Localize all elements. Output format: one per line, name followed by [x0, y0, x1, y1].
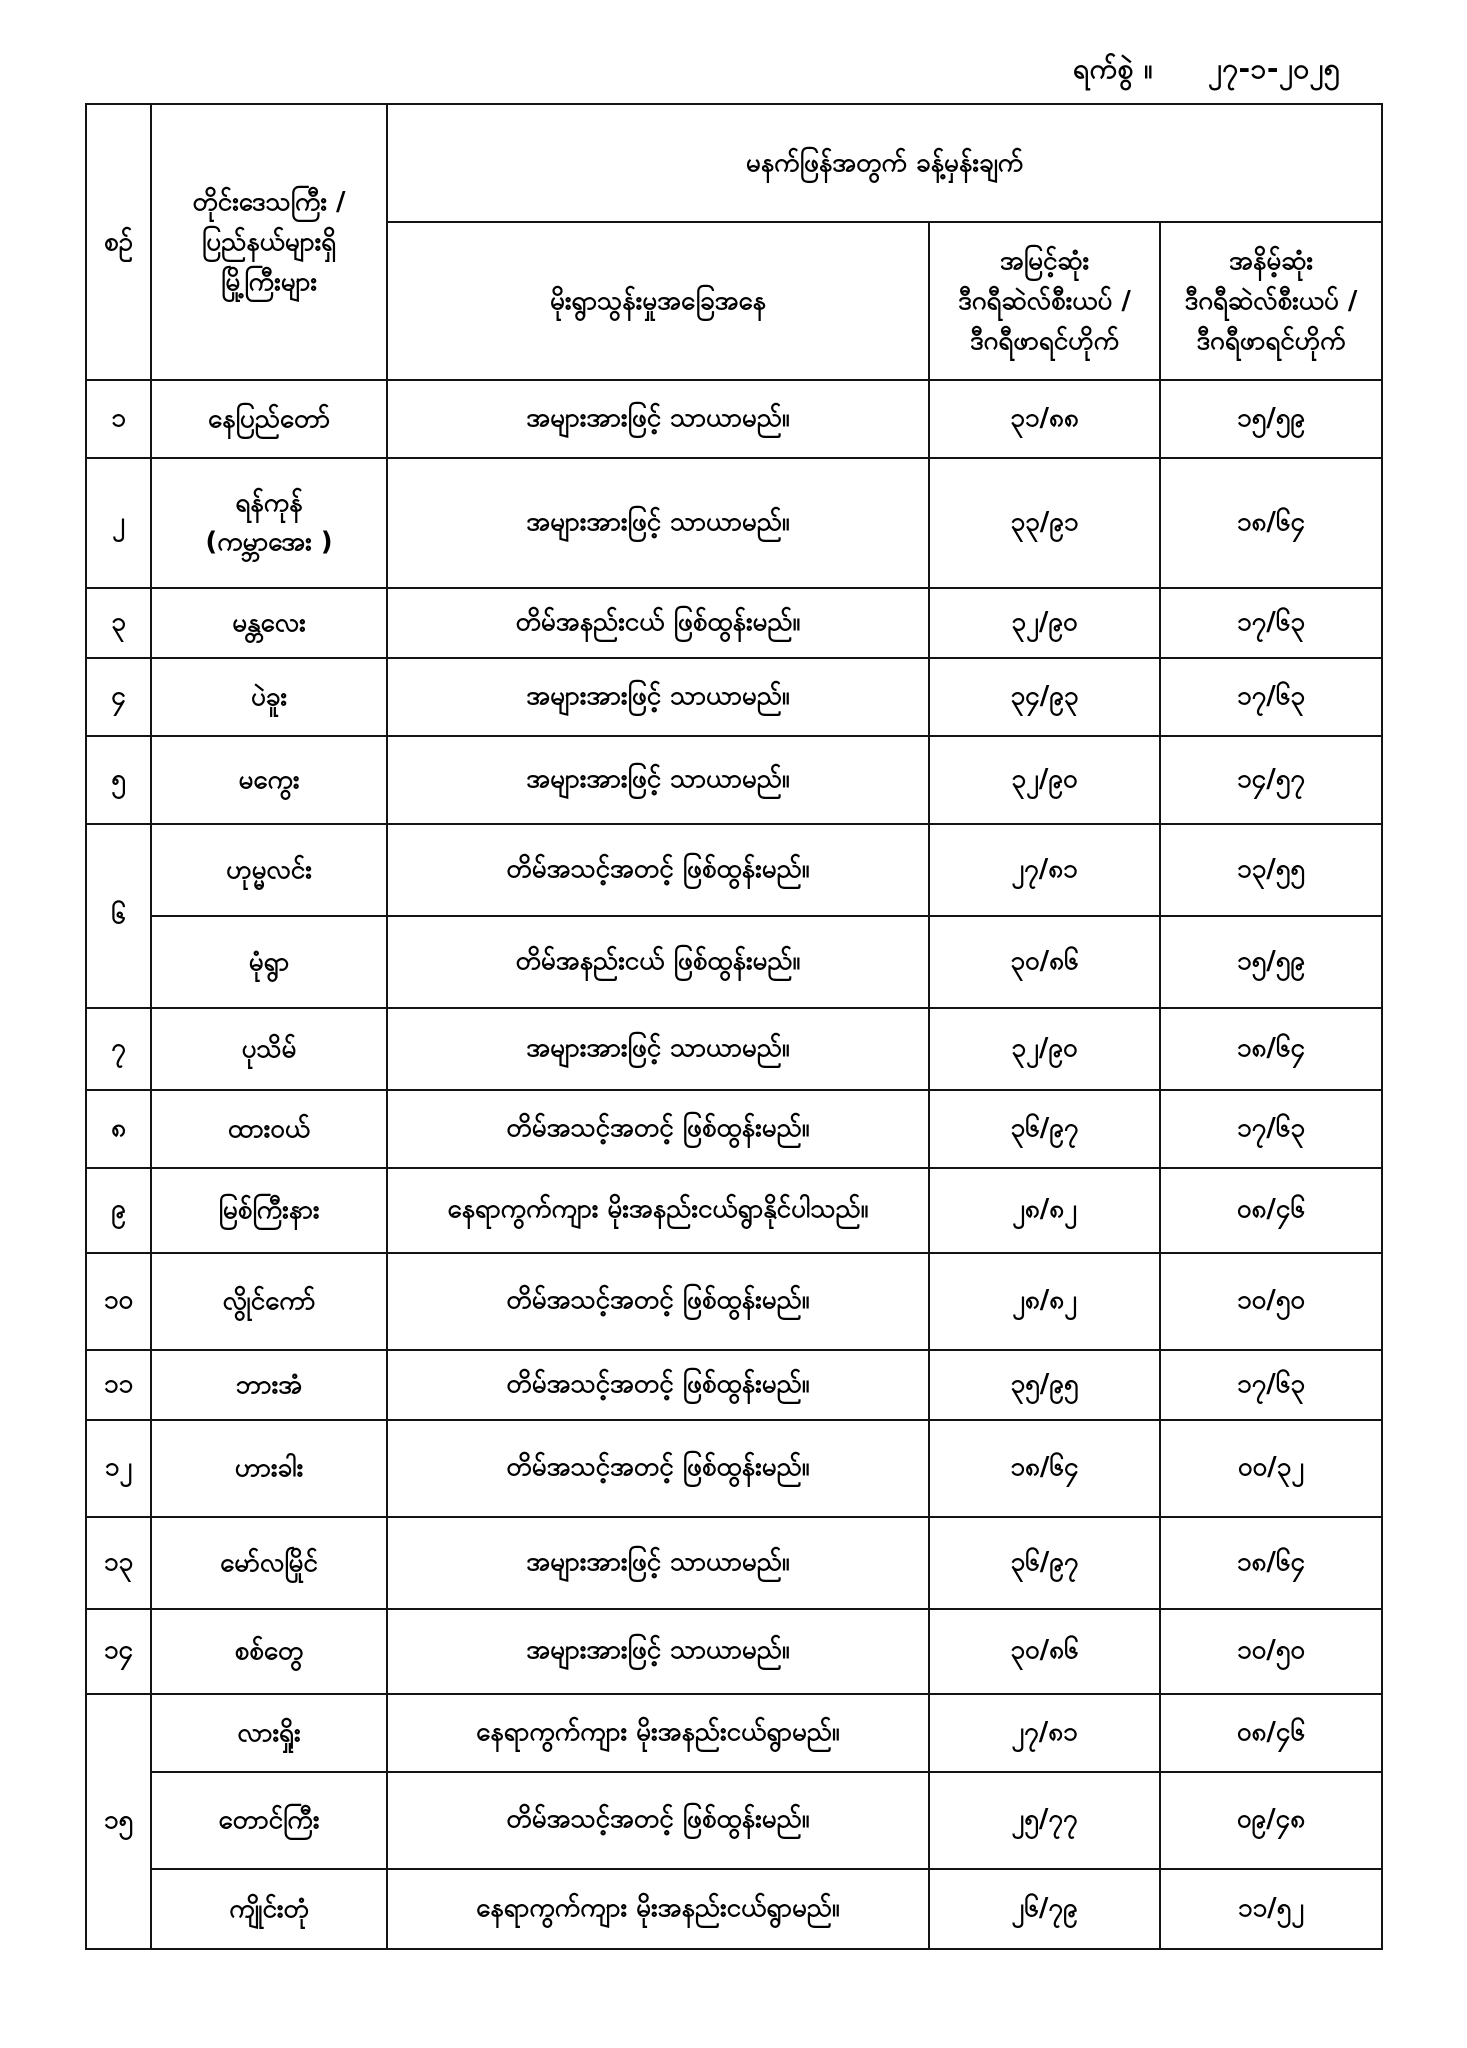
cell-no: ၁၁: [86, 1350, 151, 1420]
header-min-line3: ဒီဂရီဖာရင်ဟိုက်: [1196, 326, 1346, 357]
table-row: [86, 1694, 1382, 1772]
cell-min-temp: ၁၀/၅၀: [1160, 1609, 1382, 1694]
cell-no: ၂: [86, 458, 151, 588]
header-min-line2: ဒီဂရီဆဲလ်စီးယပ် /: [1184, 285, 1358, 316]
cell-city: ထားဝယ်: [151, 1090, 387, 1168]
table-row: [86, 1008, 1382, 1090]
cell-max-temp: ၃၃/၉၁: [929, 458, 1160, 588]
cell-no: ၁၂: [86, 1420, 151, 1517]
cell-condition: အများအားဖြင့် သာယာမည်။: [387, 1008, 929, 1090]
cell-city: လွိုင်ကော်: [151, 1253, 387, 1350]
cell-condition: တိမ်အသင့်အတင့် ဖြစ်ထွန်းမည်။: [387, 1772, 929, 1869]
cell-condition: အများအားဖြင့် သာယာမည်။: [387, 658, 929, 736]
cell-max-temp: ၂၇/၈၁: [929, 1694, 1160, 1772]
cell-max-temp: ၃၂/၉၀: [929, 1008, 1160, 1090]
header-max-line2: ဒီဂရီဆဲလ်စီးယပ် /: [958, 285, 1131, 316]
cell-condition: တိမ်အနည်းငယ် ဖြစ်ထွန်းမည်။: [387, 588, 929, 658]
cell-no: ၁၅: [86, 1694, 151, 1949]
header-cities-line2: ပြည်နယ်များရှိ: [201, 226, 337, 257]
cell-condition: တိမ်အသင့်အတင့် ဖြစ်ထွန်းမည်။: [387, 1253, 929, 1350]
cell-no: ၆: [86, 824, 151, 1008]
cell-city: တောင်ကြီး: [151, 1772, 387, 1869]
table-row: [86, 380, 1382, 458]
cell-min-temp: ၀၀/၃၂: [1160, 1420, 1382, 1517]
cell-min-temp: ၁၁/၅၂: [1160, 1869, 1382, 1949]
cell-city: လားရှိုး: [151, 1694, 387, 1772]
cell-city: မန္တလေး: [151, 588, 387, 658]
date-line: [0, 50, 1340, 92]
cell-no: ၁၄: [86, 1609, 151, 1694]
cell-max-temp: ၃၁/၈၈: [929, 380, 1160, 458]
cell-city: မုံရွာ: [151, 916, 387, 1008]
weather-forecast-table: [85, 103, 1383, 1950]
cell-condition: တိမ်အသင့်အတင့် ဖြစ်ထွန်းမည်။: [387, 824, 929, 916]
cell-min-temp: ၁၇/၆၃: [1160, 588, 1382, 658]
cell-max-temp: ၂၅/၇၇: [929, 1772, 1160, 1869]
cell-no: ၈: [86, 1090, 151, 1168]
table-row: [86, 588, 1382, 658]
cell-no: ၄: [86, 658, 151, 736]
table-row: [86, 824, 1382, 916]
cell-max-temp: ၁၈/၆၄: [929, 1420, 1160, 1517]
cell-max-temp: ၃၀/၈၆: [929, 916, 1160, 1008]
cell-max-temp: ၃၆/၉၇: [929, 1517, 1160, 1609]
table-row: [86, 458, 1382, 588]
cell-condition: နေရာကွက်ကျား မိုးအနည်းငယ်ရွာနိုင်ပါသည်။: [387, 1168, 929, 1253]
date-value: ၂၇-၁-၂၀၂၅: [1207, 52, 1340, 85]
table-row: [86, 1253, 1382, 1350]
header-condition: မိုးရွာသွန်းမှုအခြေအနေ: [387, 222, 929, 380]
cell-min-temp: ၁၀/၅၀: [1160, 1253, 1382, 1350]
cell-no: ၃: [86, 588, 151, 658]
cell-min-temp: ၁၄/၅၇: [1160, 736, 1382, 824]
table-row: [86, 1090, 1382, 1168]
cell-city-line2: (ကမ္ဘာအေး ): [205, 527, 333, 557]
cell-no: ၁: [86, 380, 151, 458]
cell-no: ၇: [86, 1008, 151, 1090]
cell-no: ၉: [86, 1168, 151, 1253]
table-row: [86, 1420, 1382, 1517]
cell-condition: တိမ်အသင့်အတင့် ဖြစ်ထွန်းမည်။: [387, 1420, 929, 1517]
cell-max-temp: ၂၆/၇၉: [929, 1869, 1160, 1949]
cell-min-temp: ၁၈/၆၄: [1160, 1517, 1382, 1609]
cell-condition: တိမ်အသင့်အတင့် ဖြစ်ထွန်းမည်။: [387, 1350, 929, 1420]
cell-min-temp: ၀၈/၄၆: [1160, 1694, 1382, 1772]
cell-min-temp: ၀၉/၄၈: [1160, 1772, 1382, 1869]
cell-max-temp: ၂၇/၈၁: [929, 824, 1160, 916]
cell-condition: အများအားဖြင့် သာယာမည်။: [387, 1517, 929, 1609]
cell-city: စစ်တွေ: [151, 1609, 387, 1694]
cell-min-temp: ၁၃/၅၅: [1160, 824, 1382, 916]
cell-min-temp: ၁၇/၆၃: [1160, 1350, 1382, 1420]
cell-city: မြစ်ကြီးနား: [151, 1168, 387, 1253]
cell-city: ဟားခါး: [151, 1420, 387, 1517]
header-cities-line1: တိုင်းဒေသကြီး /: [192, 186, 346, 217]
date-label: ရက်စွဲ ။: [1073, 52, 1153, 85]
cell-max-temp: ၃၂/၉၀: [929, 588, 1160, 658]
cell-condition: အများအားဖြင့် သာယာမည်။: [387, 736, 929, 824]
header-cities: [151, 104, 387, 380]
cell-max-temp: ၂၈/၈၂: [929, 1253, 1160, 1350]
cell-max-temp: ၃၀/၈၆: [929, 1609, 1160, 1694]
table-row: [86, 1350, 1382, 1420]
cell-min-temp: ၁၇/၆၃: [1160, 658, 1382, 736]
cell-condition: အများအားဖြင့် သာယာမည်။: [387, 1609, 929, 1694]
cell-max-temp: ၃၆/၉၇: [929, 1090, 1160, 1168]
cell-min-temp: ၁၈/၆၄: [1160, 458, 1382, 588]
cell-city: ပုသိမ်: [151, 1008, 387, 1090]
cell-min-temp: ၁၅/၅၉: [1160, 916, 1382, 1008]
cell-city: နေပြည်တော်: [151, 380, 387, 458]
table-row: [86, 736, 1382, 824]
header-forecast-span: မနက်ဖြန်အတွက် ခန့်မှန်းချက်: [387, 104, 1382, 222]
cell-condition: တိမ်အသင့်အတင့် ဖြစ်ထွန်းမည်။: [387, 1090, 929, 1168]
cell-city: မော်လမြိုင်: [151, 1517, 387, 1609]
cell-no: ၁၃: [86, 1517, 151, 1609]
cell-min-temp: ၁၇/၆၃: [1160, 1090, 1382, 1168]
table-row: [86, 1609, 1382, 1694]
header-max-line1: အမြင့်ဆုံး: [999, 245, 1090, 276]
cell-max-temp: ၃၄/၉၃: [929, 658, 1160, 736]
cell-no: ၁၀: [86, 1253, 151, 1350]
header-no: စဉ်: [86, 104, 151, 380]
cell-min-temp: ၁၈/၆၄: [1160, 1008, 1382, 1090]
cell-city: မကွေး: [151, 736, 387, 824]
table-row: [86, 1168, 1382, 1253]
cell-condition: နေရာကွက်ကျား မိုးအနည်းငယ်ရွာမည်။: [387, 1694, 929, 1772]
header-max-temp: [929, 222, 1160, 380]
cell-condition: နေရာကွက်ကျား မိုးအနည်းငယ်ရွာမည်။: [387, 1869, 929, 1949]
header-row-top: [86, 104, 1382, 222]
header-cities-line3: မြို့ကြီးများ: [221, 267, 317, 298]
cell-max-temp: ၃၂/၉၀: [929, 736, 1160, 824]
cell-city: ဟုမ္မလင်း: [151, 824, 387, 916]
cell-no: ၅: [86, 736, 151, 824]
cell-min-temp: ၁၅/၅၉: [1160, 380, 1382, 458]
cell-min-temp: ၀၈/၄၆: [1160, 1168, 1382, 1253]
header-min-line1: အနိမ့်ဆုံး: [1229, 245, 1313, 276]
cell-max-temp: ၂၈/၈၂: [929, 1168, 1160, 1253]
cell-city-line1: ရန်ကုန်: [235, 488, 303, 518]
cell-city: [151, 458, 387, 588]
cell-city: ကျိုင်းတုံ: [151, 1869, 387, 1949]
header-max-line3: ဒီဂရီဖာရင်ဟိုက်: [969, 326, 1120, 357]
cell-city: ပဲခူး: [151, 658, 387, 736]
cell-max-temp: ၃၅/၉၅: [929, 1350, 1160, 1420]
table-row: [86, 658, 1382, 736]
table-row: [86, 1517, 1382, 1609]
cell-condition: အများအားဖြင့် သာယာမည်။: [387, 458, 929, 588]
table-row: [86, 1869, 1382, 1949]
cell-city: ဘားအံ: [151, 1350, 387, 1420]
header-min-temp: [1160, 222, 1382, 380]
cell-condition: တိမ်အနည်းငယ် ဖြစ်ထွန်းမည်။: [387, 916, 929, 1008]
table-row: [86, 916, 1382, 1008]
cell-condition: အများအားဖြင့် သာယာမည်။: [387, 380, 929, 458]
table-row: [86, 1772, 1382, 1869]
